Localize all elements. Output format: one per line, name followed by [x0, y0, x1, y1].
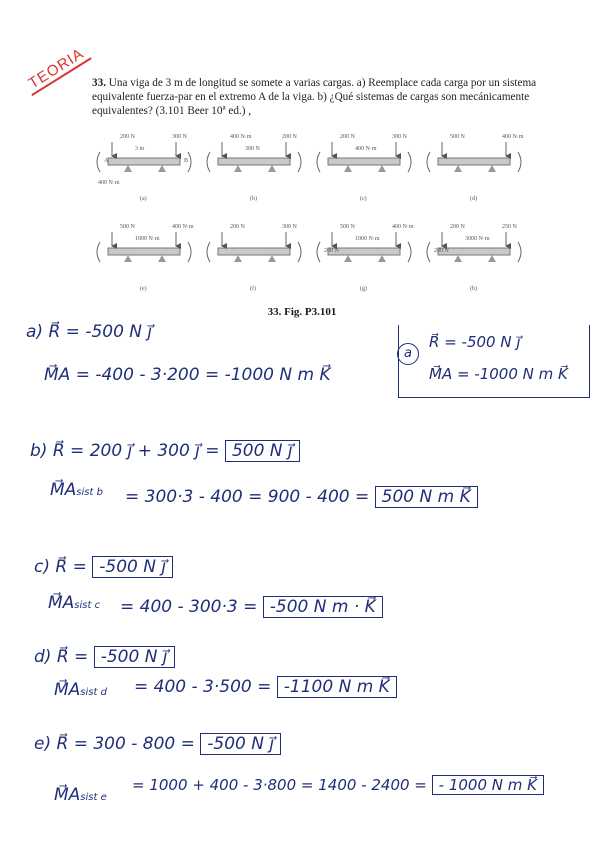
e-resultant-expr: e) R⃗ = 300 - 800 = — [34, 734, 195, 754]
beam-panel — [317, 134, 411, 202]
b-moment — [125, 486, 478, 508]
couple-arc — [207, 242, 210, 262]
panel-letter: (g) — [360, 286, 367, 292]
beam-panel — [97, 134, 191, 202]
beam — [108, 248, 180, 255]
panel-label: 400 N·m — [230, 134, 252, 140]
panel-label: 200 N — [450, 224, 465, 230]
support — [124, 165, 132, 172]
panel-label: 3 m — [135, 146, 145, 152]
figure-caption: 33. Fig. P3.101 — [267, 306, 337, 318]
problem-text: Una viga de 3 m de longitud se somete a varias cargas. a) Reemplace cada carga por un sistema equivalente fuerza-par en el extremo A de la viga. b) ¿Qué sistemas de cargas son mecánicamente equivalentes? (3.101 Beer 10ª ed.) , — [92, 77, 537, 117]
panel-label: 400 N·m — [172, 224, 194, 230]
d-resultant-box: -500 N j⃗ — [94, 646, 175, 668]
panel-label: 200 N — [120, 134, 135, 140]
beam — [438, 158, 510, 165]
panel-label: 200 N — [434, 248, 449, 254]
b-moment-box: 500 N m K⃗ — [375, 486, 478, 508]
panel-label: 300 N — [245, 146, 260, 152]
panel-label: 500 N — [450, 134, 465, 140]
b-moment-sub: sist b — [76, 487, 103, 498]
d-resultant — [34, 646, 175, 668]
b-moment-label-wrap — [50, 480, 103, 500]
problem-number: 33. — [92, 77, 106, 89]
c-moment-sub: sist c — [74, 600, 101, 611]
support — [454, 165, 462, 172]
e-moment-label-wrap — [54, 785, 107, 805]
beam — [218, 248, 290, 255]
panel-label: 300 N — [392, 134, 407, 140]
support — [488, 165, 496, 172]
support — [158, 165, 166, 172]
panel-label: 3000 N·m — [465, 236, 490, 242]
b-moment-expr: = 300·3 - 400 = 900 - 400 = — [125, 487, 370, 507]
b-moment-label: M⃗A — [50, 480, 77, 500]
a-resultant: a) R⃗ = -500 N j⃗ — [26, 322, 153, 342]
panel-letter: (f) — [250, 286, 256, 292]
d-moment-box: -1100 N m K⃗ — [277, 676, 397, 698]
panel-letter: (d) — [470, 196, 477, 202]
a-circle-label: a — [397, 343, 419, 365]
couple-arc — [408, 242, 411, 262]
a-box-resultant: R⃗ = -500 N j⃗ — [429, 333, 521, 351]
d-moment — [134, 676, 397, 698]
a-box-moment: M⃗A = -1000 N m K⃗ — [429, 365, 568, 383]
couple-arc — [427, 242, 430, 262]
panel-label: 400 N·m — [98, 180, 120, 186]
beam-panel — [317, 224, 414, 292]
beam — [108, 158, 180, 165]
support — [344, 255, 352, 262]
b-resultant-expr: b) R⃗ = 200 j⃗ + 300 j⃗ = — [30, 441, 220, 461]
c-moment — [120, 596, 383, 618]
panel-label: 1000 N·m — [135, 236, 160, 242]
couple-arc — [317, 242, 320, 262]
c-resultant-expr: c) R⃗ = — [34, 557, 87, 577]
panel-letter: (e) — [140, 286, 147, 292]
support — [158, 255, 166, 262]
support — [234, 165, 242, 172]
a-moment: M⃗A = -400 - 3·200 = -1000 N m K⃗ — [44, 365, 331, 385]
d-moment-label: M⃗A — [54, 680, 81, 700]
d-moment-sub: sist d — [80, 687, 107, 698]
panel-letter: (c) — [360, 196, 367, 202]
couple-arc — [97, 152, 100, 172]
panel-label: A — [104, 158, 109, 164]
panel-label: 400 N·m — [392, 224, 414, 230]
beam-panel — [427, 224, 521, 292]
support — [378, 165, 386, 172]
couple-arc — [298, 152, 301, 172]
panel-label: 300 N — [172, 134, 187, 140]
a-summary-box — [398, 325, 590, 398]
support — [344, 165, 352, 172]
e-moment-label: M⃗A — [54, 785, 81, 805]
support — [378, 255, 386, 262]
support — [454, 255, 462, 262]
panel-label: 200 N — [230, 224, 245, 230]
beam-panel — [207, 134, 301, 202]
couple-arc — [317, 152, 320, 172]
c-resultant — [34, 556, 173, 578]
e-moment-box: - 1000 N m K⃗ — [432, 775, 544, 795]
panel-label: 200 N — [282, 134, 297, 140]
support — [268, 165, 276, 172]
panel-label: 300 N — [282, 224, 297, 230]
couple-arc — [188, 152, 191, 172]
beam — [328, 158, 400, 165]
panel-label: 250 N — [502, 224, 517, 230]
couple-arc — [427, 152, 430, 172]
beam-panel — [427, 134, 524, 202]
beam-panel — [207, 224, 301, 292]
panel-label: 500 N — [120, 224, 135, 230]
support — [488, 255, 496, 262]
e-resultant — [34, 733, 281, 755]
panel-letter: (h) — [470, 286, 477, 292]
panel-label: 500 N — [340, 224, 355, 230]
panel-label: B — [184, 158, 189, 164]
panel-label: 400 N·m — [502, 134, 524, 140]
couple-arc — [298, 242, 301, 262]
panel-label: 400 N·m — [355, 146, 377, 152]
c-moment-expr: = 400 - 300·3 = — [120, 597, 258, 617]
beam-panel — [97, 224, 194, 292]
problem-statement — [92, 76, 552, 118]
d-moment-expr: = 400 - 3·500 = — [134, 677, 272, 697]
support — [268, 255, 276, 262]
b-resultant — [30, 440, 300, 462]
panel-letter: (b) — [250, 196, 257, 202]
c-moment-label-wrap — [48, 593, 100, 613]
couple-arc — [518, 242, 521, 262]
e-moment-sub: sist e — [80, 792, 107, 803]
panel-label: 1000 N·m — [355, 236, 380, 242]
couple-arc — [408, 152, 411, 172]
teoria-stamp: TEORIA — [22, 43, 91, 96]
d-moment-label-wrap — [54, 680, 107, 700]
couple-arc — [188, 242, 191, 262]
couple-arc — [97, 242, 100, 262]
panel-label: 200 N — [340, 134, 355, 140]
b-resultant-box: 500 N j⃗ — [225, 440, 300, 462]
e-moment — [132, 775, 544, 795]
c-moment-label: M⃗A — [48, 593, 75, 613]
support — [124, 255, 132, 262]
d-resultant-expr: d) R⃗ = — [34, 647, 89, 667]
panel-label: 200 N — [324, 248, 339, 254]
support — [234, 255, 242, 262]
beam-figure — [90, 128, 530, 308]
panel-letter: (a) — [140, 196, 147, 202]
c-moment-box: -500 N m · K⃗ — [263, 596, 383, 618]
beam — [218, 158, 290, 165]
e-moment-expr: = 1000 + 400 - 3·800 = 1400 - 2400 = — [132, 776, 427, 794]
c-resultant-box: -500 N j⃗ — [92, 556, 173, 578]
couple-arc — [207, 152, 210, 172]
couple-arc — [518, 152, 521, 172]
e-resultant-box: -500 N j⃗ — [200, 733, 281, 755]
